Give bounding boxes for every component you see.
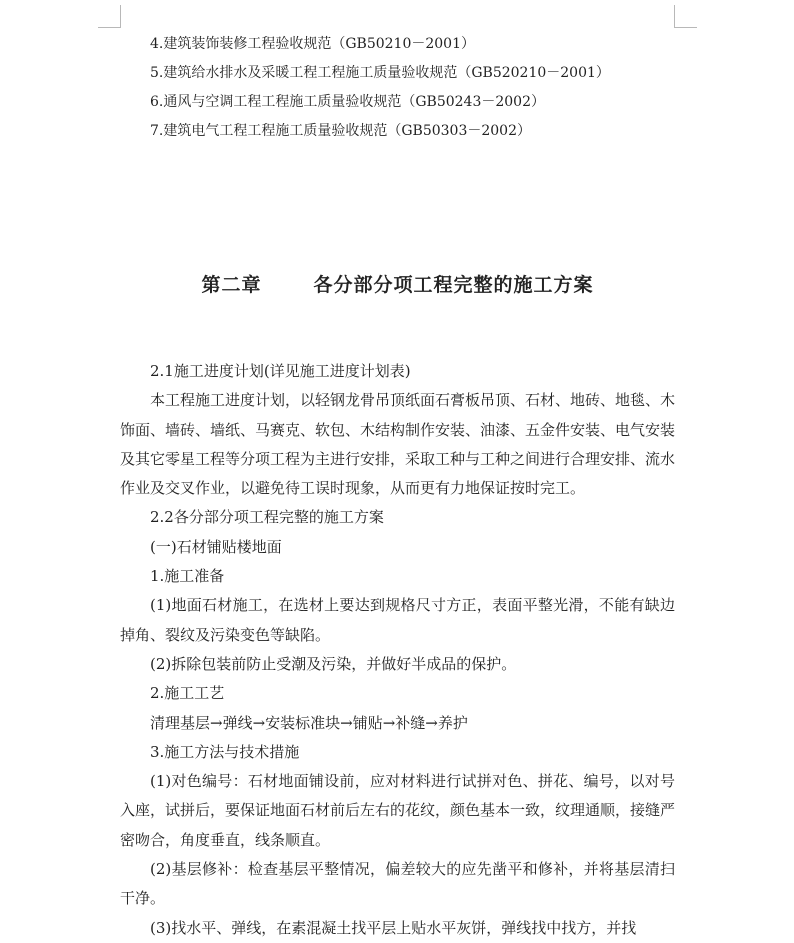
reference-item: 4.建筑装饰装修工程验收规范（GB50210－2001） bbox=[150, 36, 475, 52]
paragraph: (2)拆除包装前防止受潮及污染，并做好半成品的保护。 bbox=[150, 654, 517, 673]
reference-item: 6.通风与空调工程工程施工质量验收规范（GB50243－2002） bbox=[150, 94, 545, 110]
page-corner-mark-top-left bbox=[98, 5, 121, 28]
item-heading: 3.施工方法与技术措施 bbox=[150, 742, 300, 761]
paragraph: (3)找水平、弹线，在素混凝土找平层上贴水平灰饼，弹线找中找方，并找 bbox=[150, 918, 637, 937]
item-heading: 2.施工工艺 bbox=[150, 684, 225, 703]
reference-item: 7.建筑电气工程工程施工质量验收规范（GB50303－2002） bbox=[150, 123, 531, 139]
document-body bbox=[120, 357, 675, 943]
process-flow: 清理基层→弹线→安装标准块→铺贴→补缝→养护 bbox=[150, 713, 468, 732]
section-heading: 2.2各分部分项工程完整的施工方案 bbox=[150, 508, 384, 527]
chapter-title: 各分部分项工程完整的施工方案 bbox=[313, 274, 594, 296]
paragraph: (1)对色编号：石材地面铺设前，应对材料进行试拼对色、拼花、编号，以对号入座，试拼后，要保证地面石材前后左右的花纹，颜色基本一致，纹理通顺，接缝严密吻合，角度垂直，线条顺直。 bbox=[120, 772, 676, 849]
paragraph: 本工程施工进度计划，以轻钢龙骨吊顶纸面石膏板吊顶、石材、地砖、地毯、木饰面、墙砖、墙纸、马赛克、软包、木结构制作安装、油漆、五金件安装、电气安装及其它零星工程等分项工程为主进行安排，采取工种与工种之间进行合理安排、流水作业及交叉作业，以避免待工误时现象，从而更有力地保证按时完工。 bbox=[120, 391, 676, 498]
paragraph: (1)地面石材施工，在选材上要达到规格尺寸方正，表面平整光滑，不能有缺边掉角、裂纹及污染变色等缺陷。 bbox=[120, 596, 675, 644]
chapter-heading bbox=[120, 270, 675, 297]
chapter-number: 第二章 bbox=[201, 274, 262, 296]
reference-list bbox=[120, 30, 675, 146]
reference-item: 5.建筑给水排水及采暖工程工程施工质量验收规范（GB520210－2001） bbox=[150, 65, 610, 81]
section-heading: 2.1施工进度计划(详见施工进度计划表) bbox=[150, 362, 411, 380]
paragraph: (2)基层修补：检查基层平整情况，偏差较大的应先凿平和修补，并将基层清扫干净。 bbox=[120, 860, 675, 908]
item-heading: 1.施工准备 bbox=[150, 567, 225, 586]
subsection-heading: (一)石材铺贴楼地面 bbox=[150, 537, 282, 556]
page-corner-mark-top-right bbox=[674, 5, 697, 28]
